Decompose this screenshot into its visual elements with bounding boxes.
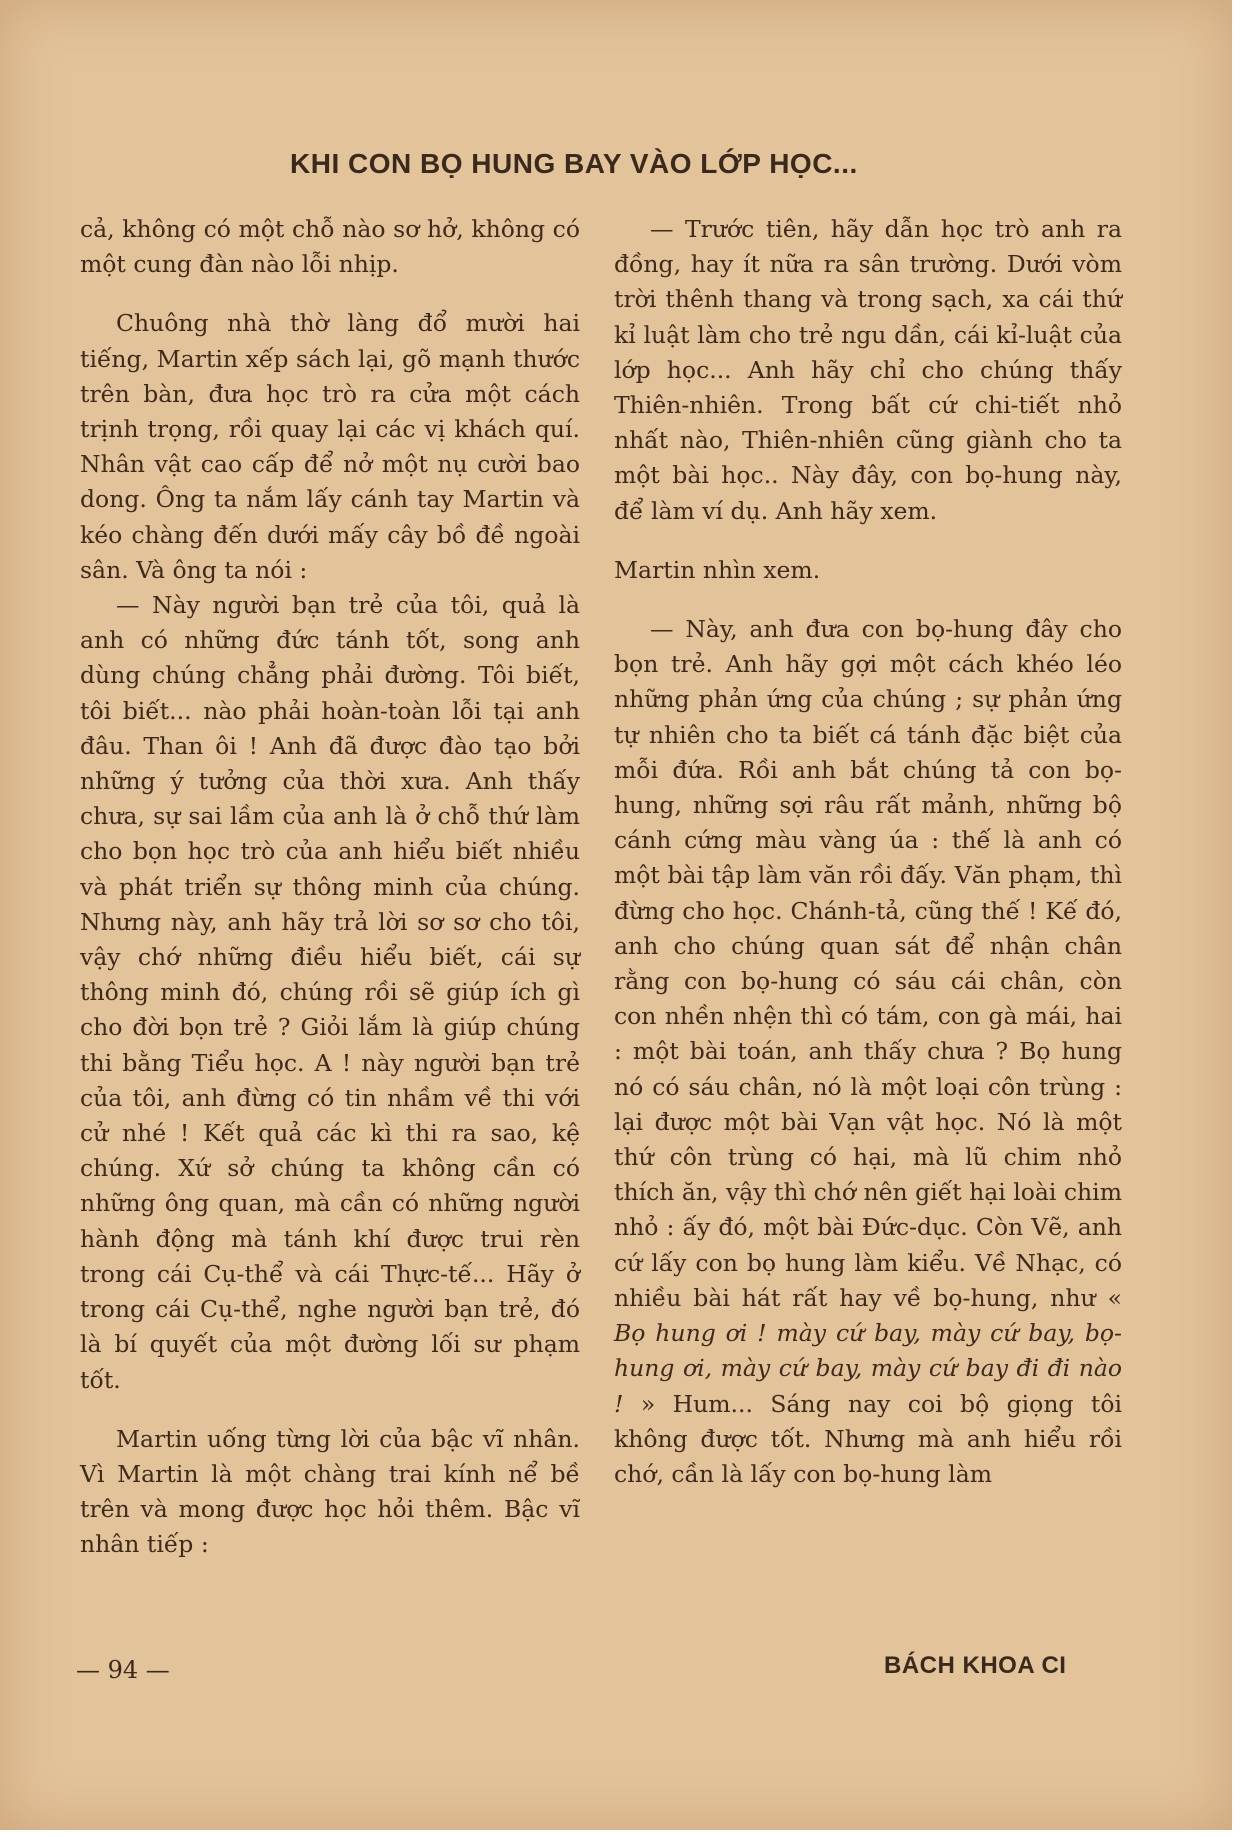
paragraph: — Trước tiên, hãy dẫn học trò anh ra đồng, hay ít nữa ra sân trường. Dưới vòm trời thênh thang và trong sạch, xa cái thứ kỉ luật làm cho trẻ ngu dần, cái kỉ-luật của lớp học... Anh hãy chỉ cho chúng thấy Thiên-nhiên. Trong bất cứ chi-tiết nhỏ nhất nào, Thiên-nhiên cũng giành cho ta một bài học.. Này đây, con bọ-hung này, để làm ví dụ. Anh hãy xem. — [614, 215, 1122, 525]
right-column — [614, 212, 1122, 1492]
paragraph: cả, không có một chỗ nào sơ hở, không có một cung đàn nào lỗi nhịp. — [80, 215, 580, 279]
page-title: KHI CON BỌ HUNG BAY VÀO LỚP HỌC... — [290, 148, 858, 179]
paragraph: — Này người bạn trẻ của tôi, quả là anh có những đức tánh tốt, song anh dùng chúng chẳng phải đường. Tôi biết, tôi biết... nào phải hoàn-toàn lỗi tại anh đâu. Than ôi ! Anh đã được đào tạo bởi những ý tưởng của thời xưa. Anh thấy chưa, sự sai lầm của anh là ở chỗ thứ làm cho bọn học trò của anh hiểu biết nhiều và phát triển sự thông minh của chúng. Nhưng này, anh hãy trả lời sơ sơ cho tôi, vậy chớ những điều hiểu biết, cái sự thông minh đó, chúng rồi sẽ giúp ích gì cho đời bọn trẻ ? Giỏi lắm là giúp chúng thi bằng Tiểu học. A ! này người bạn trẻ của tôi, anh đừng có tin nhầm về thi với cử nhé ! Kết quả các kì thi ra sao, kệ chúng. Xứ sở chúng ta không cần có những ông quan, mà cần có những người hành động mà tánh khí được trui rèn trong cái Cụ-thể và cái Thực-tế... Hãy ở trong cái Cụ-thể, nghe người bạn trẻ, đó là bí quyết của một đường lối sư phạm tốt. — [80, 591, 580, 1394]
publication-name: BÁCH KHOA CI — [884, 1652, 1067, 1679]
paragraph-text: — Này, anh đưa con bọ-hung đây cho bọn trẻ. Anh hãy gợi một cách khéo léo những phản ứng của chúng ; sự phản ứng tự nhiên cho ta biết cá tánh đặc biệt của mỗi đứa. Rồi anh bắt chúng tả con bọ-hung, những sợi râu rất mảnh, những bộ cánh cứng màu vàng úa : thế là anh có một bài tập làm văn rồi đấy. Văn phạm, thì đừng cho học. Chánh-tả, cũng thế ! Kế đó, anh cho chúng quan sát để nhận chân rằng con bọ-hung có sáu cái chân, còn con nhền nhện thì có tám, con gà mái, hai : một bài toán, anh thấy chưa ? Bọ hung nó có sáu chân, nó là một loại côn trùng : lại được một bài Vạn vật học. Nó là một thứ côn trùng có hại, mà lũ chim nhỏ thích ăn, vậy thì chớ nên giết hại loài chim nhỏ : ấy đó, một bài Đức-dục. Còn Vẽ, anh cứ lấy con bọ hung làm kiểu. Về Nhạc, có nhiều bài hát rất hay về bọ-hung, như « — [614, 615, 1122, 1312]
left-column — [80, 212, 580, 1563]
paragraph: Chuông nhà thờ làng đổ mười hai tiếng, Martin xếp sách lại, gõ mạnh thước trên bàn, đưa học trò ra cửa một cách trịnh trọng, rồi quay lại các vị khách quí. Nhân vật cao cấp để nở một nụ cười bao dong. Ông ta nắm lấy cánh tay Martin và kéo chàng đến dưới mấy cây bồ đề ngoài sân. Và ông ta nói : — [80, 309, 580, 584]
paragraph: Martin uống từng lời của bậc vĩ nhân. Vì Martin là một chàng trai kính nể bề trên và mong được học hỏi thêm. Bậc vĩ nhân tiếp : — [80, 1424, 580, 1559]
paragraph — [614, 612, 1122, 1492]
paragraph: Martin nhìn xem. — [614, 555, 821, 584]
song-lyric: Bọ hung ơi ! mày cứ bay, mày cứ bay, bọ-hung ơi, mày cứ bay, mày cứ bay đi đi nào ! — [614, 1319, 1122, 1418]
paragraph-text: » Hum... Sáng nay coi bộ giọng tôi không được tốt. Nhưng mà anh hiểu rồi chớ, cần là lấy con bọ-hung làm — [614, 1389, 1122, 1488]
page-number: — 94 — — [76, 1656, 170, 1684]
